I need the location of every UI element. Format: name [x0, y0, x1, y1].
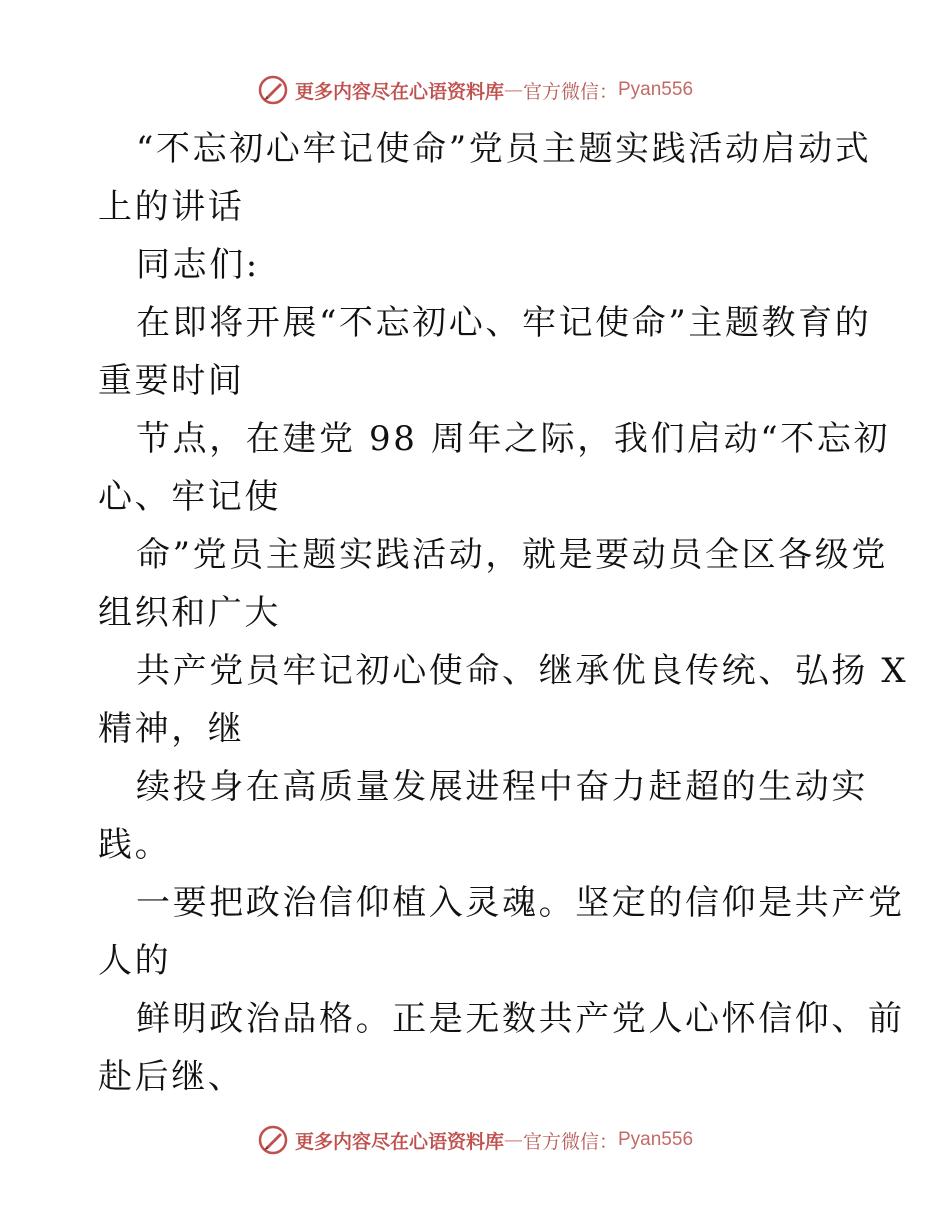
text-line: 在即将开展“不忘初心、牢记使命”主题教育的	[136, 303, 872, 343]
quill-pen-seal-icon	[257, 74, 289, 106]
text-line: 心、牢记使	[98, 477, 281, 517]
footer-banner	[0, 1120, 950, 1160]
banner-account-id: Pyan556	[618, 1129, 694, 1150]
text-line: 践。	[98, 825, 172, 865]
banner-official-label: 官方微信：	[522, 80, 618, 103]
text-line: 上的讲话	[98, 187, 245, 227]
text-line: 人的	[98, 941, 172, 981]
text-line: 共产党员牢记初心使命、继承优良传统、弘扬 X	[136, 651, 909, 691]
text-line: 重要时间	[98, 361, 245, 401]
quill-pen-seal-icon	[257, 1124, 289, 1156]
text-line: 同志们:	[136, 245, 260, 285]
banner-brand-text: 更多内容尽在心语资料库	[294, 1130, 504, 1153]
text-line: 鲜明政治品格。正是无数共产党人心怀信仰、前	[136, 999, 905, 1039]
banner-separator: —	[503, 1129, 523, 1151]
text-line: 赴后继、	[98, 1057, 245, 1097]
banner-brand-text: 更多内容尽在心语资料库	[294, 80, 504, 103]
banner-account-id: Pyan556	[618, 79, 694, 100]
text-line: 续投身在高质量发展进程中奋力赶超的生动实	[136, 767, 868, 807]
banner-separator: —	[503, 79, 523, 101]
text-line: 节点，在建党 98 周年之际，我们启动“不忘初	[136, 419, 891, 459]
header-banner	[0, 70, 950, 110]
text-line: 精神，继	[98, 709, 245, 749]
banner-official-label: 官方微信：	[522, 1130, 618, 1153]
text-line: 一要把政治信仰植入灵魂。坚定的信仰是共产党	[136, 883, 905, 923]
speech-body	[98, 120, 909, 1106]
text-line: “不忘初心牢记使命”党员主题实践活动启动式	[136, 129, 872, 169]
text-line: 组织和广大	[98, 593, 281, 633]
text-line: 命”党员主题实践活动，就是要动员全区各级党	[136, 535, 888, 575]
